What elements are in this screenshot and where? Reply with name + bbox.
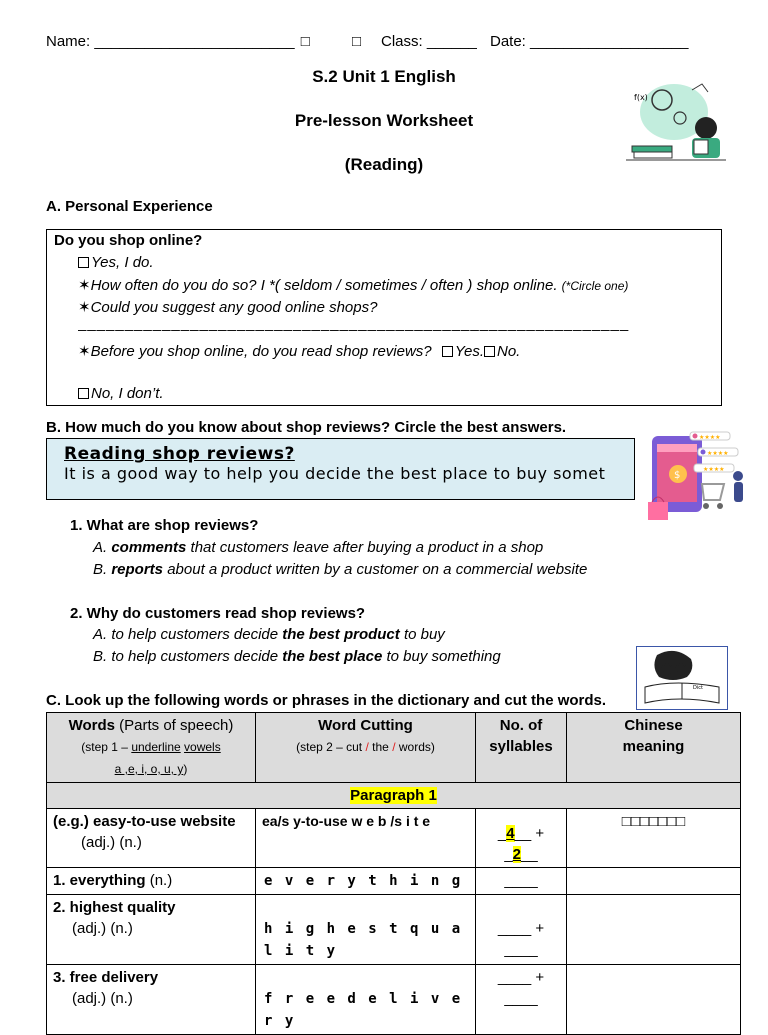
option-text: B. to help customers decide: [93, 648, 283, 665]
word-text: (e.g.) easy-to-use website: [53, 813, 236, 830]
cut-cell[interactable]: [256, 868, 476, 895]
chinese-cell[interactable]: [567, 965, 741, 1035]
worksheet-unit-title: S.2 Unit 1 English: [312, 67, 456, 86]
option-text: that customers leave after buying a product in a shop: [186, 539, 544, 556]
step-text: vowels: [184, 740, 221, 754]
paragraph-cell: [47, 783, 741, 809]
pos-text: (n.): [149, 872, 173, 889]
syllable-count: 2: [512, 846, 521, 863]
option-keyword: the best product: [282, 626, 400, 643]
option-text: to buy something: [382, 648, 501, 665]
box-glyph-icon: □: [300, 33, 310, 50]
table-header-row: [47, 713, 741, 783]
option-keyword: comments: [111, 539, 187, 556]
cut-cell[interactable]: [256, 809, 476, 868]
step-text: (step 2 – cut: [296, 740, 366, 754]
header-words: [47, 713, 256, 783]
option-no-label: No, I don’t.: [91, 385, 164, 402]
word-cutting-table: [46, 712, 741, 1035]
header-words-label: Words: [68, 717, 115, 734]
slash-mark: /: [365, 740, 369, 754]
svg-text:Dict: Dict: [693, 685, 703, 691]
q2-option-a[interactable]: [93, 626, 445, 643]
header-words-sub: (Parts of speech): [115, 717, 234, 734]
star-bullet-icon: ✶: [78, 343, 91, 360]
syllable-cell[interactable]: ____: [476, 868, 567, 895]
answer-line[interactable]: ___________________________________________________________: [78, 315, 630, 332]
vowels-tail: ): [183, 762, 188, 776]
option-text: to buy: [399, 626, 445, 643]
worksheet-subtitle: (Reading): [344, 155, 424, 174]
word-cell: [47, 965, 256, 1035]
word-text: 3. free delivery: [53, 969, 159, 986]
word-text: 1. everything: [53, 872, 146, 889]
slash-mark: /: [392, 740, 396, 754]
class-field[interactable]: Class: ______: [381, 33, 477, 50]
how-often-text: How often do you do so? I *( seldom / sometimes / often ) shop online.: [90, 277, 558, 294]
word-cell: [47, 868, 256, 895]
name-label: Name: ________________________: [46, 33, 295, 50]
option-keyword: reports: [111, 561, 164, 578]
svg-text:$: $: [674, 470, 681, 481]
chinese-cell[interactable]: □□□□□□□: [567, 809, 741, 868]
star-bullet-icon: ✶: [78, 299, 91, 316]
cut-text: ea/s y-to-use w e b /s i t e: [262, 813, 431, 829]
header-word-cutting: [256, 713, 476, 783]
table-row: [47, 965, 741, 1035]
option-text: A. to help customers decide: [93, 626, 283, 643]
q1-option-a[interactable]: [93, 539, 543, 556]
shop-online-question: Do you shop online?: [54, 232, 203, 249]
option-letter: A.: [93, 539, 112, 556]
step-text: (step 1 –: [81, 740, 132, 754]
syllable-cell[interactable]: _4__ + _2__: [476, 809, 567, 868]
read-reviews-question: [78, 342, 520, 360]
syllable-cell[interactable]: ____ + ____: [476, 965, 567, 1035]
checkbox-icon[interactable]: [78, 257, 89, 268]
cut-text: h i g h e s t q u a l i t y: [264, 921, 463, 959]
question-1: 1. What are shop reviews?: [70, 517, 259, 534]
q2-option-b[interactable]: [93, 648, 501, 665]
word-text: 2. highest quality: [53, 899, 176, 916]
header-syllables: No. of syllables: [476, 713, 567, 783]
circle-one-note: (*Circle one): [561, 279, 629, 293]
checkbox-icon[interactable]: [78, 388, 89, 399]
question-2: 2. Why do customers read shop reviews?: [70, 605, 366, 622]
cut-text: e v e r y t h i n g: [264, 873, 463, 889]
chinese-cell[interactable]: [567, 895, 741, 965]
section-b-heading: B. How much do you know about shop reviews? Circle the best answers.: [46, 419, 567, 436]
reviews-yes-label: Yes.: [454, 343, 484, 360]
student-reading-illustration: [622, 70, 728, 166]
section-a-heading: A. Personal Experience: [46, 198, 213, 215]
star-bullet-icon: ✶: [78, 277, 91, 294]
header-cut-label: Word Cutting: [318, 717, 413, 734]
word-cell: [47, 809, 256, 868]
step-text: the: [368, 740, 393, 754]
suggest-text: Could you suggest any good online shops?: [90, 299, 378, 316]
header-words-step: [81, 740, 220, 754]
pos-text: (adj.) (n.): [72, 920, 133, 937]
q1-option-b[interactable]: [93, 561, 587, 578]
cut-cell[interactable]: [256, 965, 476, 1035]
option-letter: B.: [93, 561, 112, 578]
pos-text: (adj.) (n.): [81, 834, 142, 851]
syllable-count: 4: [506, 825, 515, 842]
checkbox-icon[interactable]: [442, 346, 453, 357]
checkbox-icon[interactable]: [484, 346, 495, 357]
chinese-cell[interactable]: [567, 868, 741, 895]
date-field[interactable]: Date: ___________________: [490, 33, 689, 50]
vowels-list: [115, 762, 188, 776]
word-cell: [47, 895, 256, 965]
section-c-heading: C. Look up the following words or phrases in the dictionary and cut the words.: [46, 692, 607, 709]
svg-text:★★★★: ★★★★: [707, 450, 729, 457]
paragraph-label: Paragraph 1: [350, 787, 437, 804]
option-keyword: the best place: [282, 648, 383, 665]
box-glyph-icon: □: [352, 33, 362, 50]
step-text: underline: [131, 740, 181, 754]
banner-title: Reading shop reviews?: [64, 444, 295, 464]
table-row: [47, 895, 741, 965]
reading-reviews-banner: [46, 438, 635, 500]
syllable-cell[interactable]: ____ + ____: [476, 895, 567, 965]
option-yes[interactable]: [78, 254, 154, 271]
cut-text: f r e e d e l i v e r y: [264, 991, 463, 1029]
step-text: words): [395, 740, 435, 754]
name-field[interactable]: [46, 33, 310, 50]
header-chinese: Chinese meaning: [567, 713, 741, 783]
table-row: [47, 868, 741, 895]
cut-cell[interactable]: [256, 895, 476, 965]
read-reviews-text: Before you shop online, do you read shop reviews?: [90, 343, 432, 360]
paragraph-row: [47, 783, 741, 809]
suggest-question: [78, 298, 377, 316]
option-no[interactable]: [78, 385, 164, 402]
dictionary-illustration: [636, 646, 728, 710]
svg-text:f(x): f(x): [634, 93, 648, 102]
table-row: [47, 809, 741, 868]
banner-text: It is a good way to help you decide the best place to buy somet: [64, 464, 606, 483]
vowels-text: a ,e, i, o, u, y: [114, 762, 184, 776]
header-cut-step: [296, 740, 435, 754]
reviews-no-label: No.: [497, 343, 521, 360]
option-yes-label: Yes, I do.: [91, 254, 154, 271]
worksheet-title: Pre-lesson Worksheet: [294, 111, 474, 130]
option-text: about a product written by a customer on a commercial website: [163, 561, 588, 578]
online-shopping-illustration: [642, 424, 748, 524]
pos-text: (adj.) (n.): [72, 990, 133, 1007]
how-often-question: [78, 276, 628, 294]
svg-text:★★★★: ★★★★: [703, 466, 725, 473]
svg-text:★★★★: ★★★★: [699, 434, 721, 441]
